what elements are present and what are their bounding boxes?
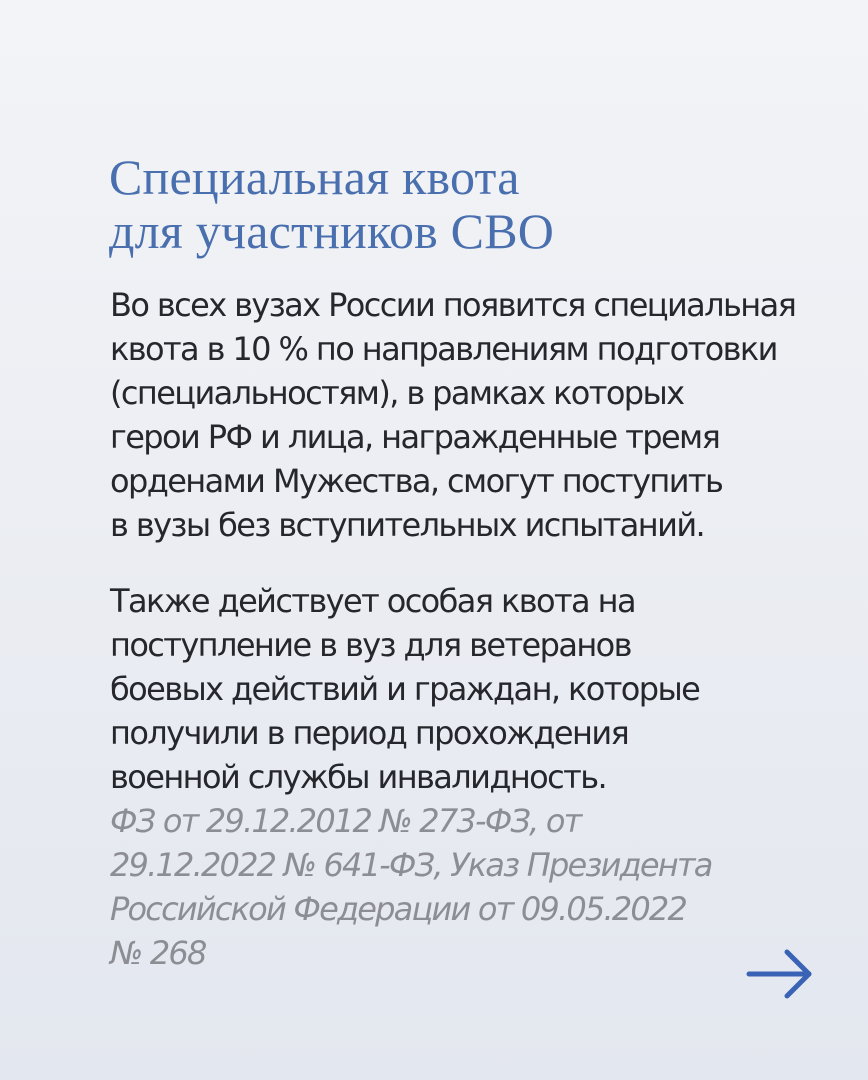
text-line: (специальностям), в рамках которых	[110, 374, 684, 412]
title-line: Специальная квота	[109, 149, 520, 205]
title-line: для участников СВО	[109, 203, 555, 259]
text-line: военной службы инвалидность.	[110, 758, 607, 796]
text-line: орденами Мужества, смогут поступить	[110, 462, 723, 500]
text-line: герои РФ и лица, награжденные тремя	[110, 418, 720, 456]
arrow-right-icon	[745, 946, 813, 1002]
reference-line: № 268	[110, 934, 206, 972]
reference-line: Российской Федерации от 09.05.2022	[110, 890, 687, 928]
text-line: получили в период прохождения	[110, 714, 629, 752]
next-slide-button[interactable]	[745, 946, 813, 1002]
paragraph-quota	[110, 283, 830, 547]
text-line: боевых действий и граждан, которые	[110, 670, 700, 708]
text-line: в вузы без вступительных испытаний.	[110, 506, 705, 544]
text-line: Также действует особая квота на	[110, 582, 635, 620]
legal-reference	[110, 799, 830, 975]
reference-line: 29.12.2022 № 641-ФЗ, Указ Президента	[110, 846, 712, 884]
text-line: квота в 10 % по направлениям подготовки	[110, 330, 777, 368]
paragraph-special-quota	[110, 579, 830, 799]
text-line: Во всех вузах России появится специальная	[110, 286, 796, 324]
text-line: поступление в вуз для ветеранов	[110, 626, 631, 664]
reference-line: ФЗ от 29.12.2012 № 273-ФЗ, от	[110, 802, 581, 840]
card-title	[109, 150, 554, 258]
